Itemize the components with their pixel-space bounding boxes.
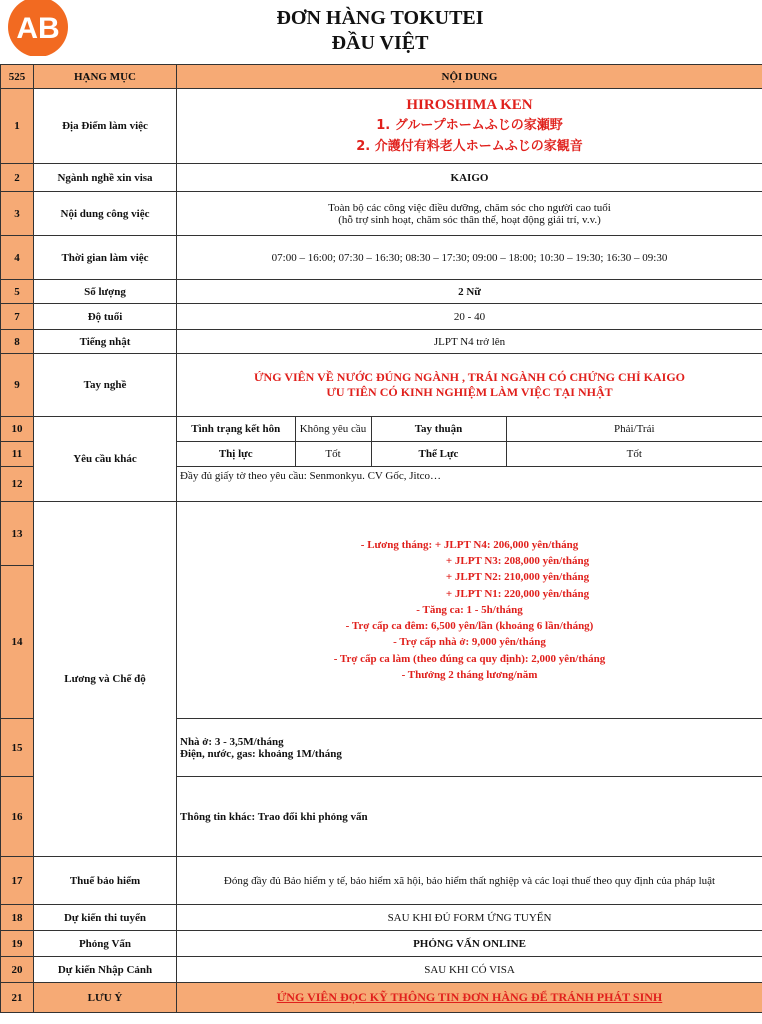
row-label: Phỏng Vấn <box>34 931 177 957</box>
row-value: SAU KHI CÓ VISA <box>177 957 762 983</box>
header-content: NỘI DUNG <box>177 65 762 89</box>
row-number: 7 <box>1 304 34 330</box>
row-value: JLPT N4 trở lên <box>177 330 762 354</box>
row-value: Đóng đầy đủ Bảo hiểm y tế, bảo hiểm xã hội, bảo hiểm thất nghiệp và các loại thuế theo quy định của pháp luật <box>177 857 762 905</box>
marital-status-label: Tình trạng kết hôn <box>177 417 295 441</box>
salary-benefits-block <box>177 502 762 719</box>
housing-allowance: - Trợ cấp nhà ở: 9,000 yên/tháng <box>393 636 546 649</box>
salary-n4: - Lương tháng: + JLPT N4: 206,000 yên/tháng <box>360 539 579 552</box>
row-label-salary: Lương và Chế độ <box>34 502 177 857</box>
location-site-1: 1. グループホームふじの家瀬野 <box>376 117 563 133</box>
header-num: 525 <box>1 65 34 89</box>
row-label: Nội dung công việc <box>34 192 177 236</box>
row-value: 20 - 40 <box>177 304 762 330</box>
row-number: 20 <box>1 957 34 983</box>
row-marital-hand <box>1 417 762 442</box>
row-number: 13 <box>1 502 34 566</box>
note-text: ỨNG VIÊN ĐỌC KỸ THÔNG TIN ĐƠN HÀNG ĐỂ TRÁNH PHÁT SINH <box>276 990 663 1004</box>
row-working-hours <box>1 236 762 280</box>
row-tax-insurance <box>1 857 762 905</box>
row-interview <box>1 931 762 957</box>
row-number: 5 <box>1 280 34 304</box>
skill-line-2: ƯU TIÊN CÓ KINH NGHIỆM LÀM VIỆC TẠI NHẬT <box>326 385 613 399</box>
row-quantity <box>1 280 762 304</box>
fitness-value: Tốt <box>626 448 642 460</box>
row-label: Số lượng <box>34 280 177 304</box>
row-number: 18 <box>1 905 34 931</box>
night-allowance: - Trợ cấp ca đêm: 6,500 yên/lần (khoảng 6 lần/tháng) <box>345 620 594 633</box>
eyesight-label: Thị lực <box>177 442 295 466</box>
bonus: - Thưởng 2 tháng lương/năm <box>401 668 538 681</box>
row-number: 11 <box>1 442 34 467</box>
salary-n2: + JLPT N2: 210,000 yên/tháng <box>445 571 590 584</box>
row-note <box>1 983 762 1013</box>
row-13 <box>1 502 762 566</box>
row-japanese-level <box>1 330 762 354</box>
row-number: 2 <box>1 164 34 192</box>
job-content-line-2: (hỗ trợ sinh hoạt, chăm sóc thân thể, hoạt động giải trí, v.v.) <box>338 213 601 226</box>
row-work-location <box>1 89 762 164</box>
row-age <box>1 304 762 330</box>
row-number: 16 <box>1 777 34 857</box>
row-label: LƯU Ý <box>34 983 177 1013</box>
job-content-line-1: Toàn bộ các công việc điều dưỡng, chăm sóc cho người cao tuổi <box>328 201 611 214</box>
row-number: 15 <box>1 719 34 777</box>
row-number: 8 <box>1 330 34 354</box>
overtime: - Tăng ca: 1 - 5h/tháng <box>416 603 523 616</box>
skill-line-1: ỨNG VIÊN VỀ NƯỚC ĐÚNG NGÀNH , TRÁI NGÀNH CÓ CHỨNG CHỈ KAIGO <box>253 370 686 384</box>
row-label: Địa Điểm làm việc <box>34 89 177 164</box>
row-number: 14 <box>1 566 34 719</box>
row-job-content <box>1 192 762 236</box>
row-number: 12 <box>1 467 34 502</box>
salary-n3: + JLPT N3: 208,000 yên/tháng <box>445 555 590 568</box>
table-header-row <box>1 65 762 89</box>
row-label: Tiếng nhật <box>34 330 177 354</box>
row-value <box>177 442 762 467</box>
row-exam-date <box>1 905 762 931</box>
row-value: KAIGO <box>177 164 762 192</box>
order-table <box>0 64 762 1013</box>
row-label: Độ tuổi <box>34 304 177 330</box>
row-number: 19 <box>1 931 34 957</box>
header-category: HẠNG MỤC <box>34 65 177 89</box>
row-value <box>177 354 762 417</box>
row-value <box>177 192 762 236</box>
row-value <box>177 719 762 777</box>
page-subtitle: ĐẦU VIỆT <box>331 32 429 54</box>
row-label: Tay nghề <box>34 354 177 417</box>
row-value: SAU KHI ĐỦ FORM ỨNG TUYỂN <box>177 905 762 931</box>
row-number: 21 <box>1 983 34 1013</box>
row-number: 9 <box>1 354 34 417</box>
row-value <box>177 983 762 1013</box>
salary-n1: + JLPT N1: 220,000 yên/tháng <box>445 587 590 600</box>
row-number: 1 <box>1 89 34 164</box>
row-skill <box>1 354 762 417</box>
row-label: Thời gian làm việc <box>34 236 177 280</box>
fitness-label: Thể Lực <box>371 442 506 466</box>
housing-cost: Nhà ở: 3 - 3,5M/tháng <box>180 735 284 748</box>
row-value: 2 Nữ <box>177 280 762 304</box>
eyesight-value: Tốt <box>295 442 371 466</box>
utility-cost: Điện, nước, gas: khoảng 1M/tháng <box>180 747 342 760</box>
location-prefecture: HIROSHIMA KEN <box>406 96 533 113</box>
row-label: Dự kiến thi tuyển <box>34 905 177 931</box>
row-value: PHỎNG VẤN ONLINE <box>177 931 762 957</box>
company-logo <box>4 0 68 56</box>
row-value <box>177 89 762 164</box>
row-number: 10 <box>1 417 34 442</box>
row-value <box>177 417 762 442</box>
shift-allowance: - Trợ cấp ca làm (theo đúng ca quy định): 2,000 yên/tháng <box>333 652 606 665</box>
row-label: Thuế bảo hiểm <box>34 857 177 905</box>
row-value: Đầy đủ giấy tờ theo yêu cầu: Senmonkyu. CV Gốc, Jitco… <box>177 467 762 502</box>
page-title: ĐƠN HÀNG TOKUTEI <box>276 7 484 29</box>
row-entry <box>1 957 762 983</box>
marital-status-value: Không yêu cầu <box>295 417 371 441</box>
row-label-other-requirements: Yêu cầu khác <box>34 417 177 502</box>
handedness-label: Tay thuận <box>371 417 506 441</box>
row-value: Thông tin khác: Trao đổi khi phỏng vấn <box>177 777 762 857</box>
row-visa-field <box>1 164 762 192</box>
handedness-value: Phải/Trái <box>613 423 655 435</box>
row-label: Dự kiến Nhập Cảnh <box>34 957 177 983</box>
row-value: 07:00 – 16:00; 07:30 – 16:30; 08:30 – 17:30; 09:00 – 18:00; 10:30 – 19:30; 16:30 – 09:30 <box>177 236 762 280</box>
location-site-2: 2. 介護付有料老人ホームふじの家観音 <box>356 138 583 154</box>
row-number: 4 <box>1 236 34 280</box>
row-number: 17 <box>1 857 34 905</box>
row-label: Ngành nghề xin visa <box>34 164 177 192</box>
logo-text: AB <box>16 12 60 45</box>
row-number: 3 <box>1 192 34 236</box>
